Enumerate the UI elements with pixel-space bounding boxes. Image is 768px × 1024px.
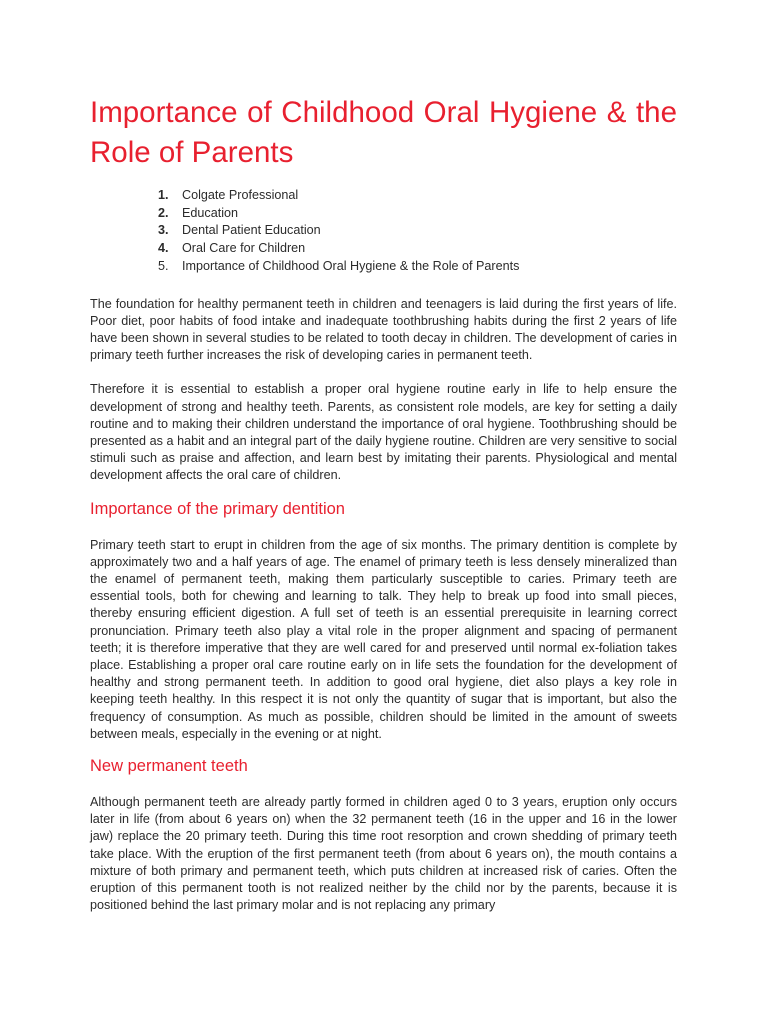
section-heading-permanent-teeth: New permanent teeth (90, 756, 248, 775)
breadcrumb-number: 2. (158, 205, 169, 220)
document-content (90, 93, 677, 914)
intro-paragraph: Therefore it is essential to establish a proper oral hygiene routine early in life to help ensure the development of strong and healthy teeth. Parents, as consistent role models, are key for setting a daily routine and to making their children understand the importance of oral hygiene. Toothbrushing should be presented as a habit and an integral part of the daily hygiene routine. Children are very sensitive to social stimuli such as praise and affection, and learn best by imitating their parents. Physiological and mental development affects the oral care of children. (90, 382, 677, 483)
intro-paragraph: The foundation for healthy permanent teeth in children and teenagers is laid during the first years of life. Poor diet, poor habits of food intake and inadequate toothbrushing habits during the first 2 years of life have been shown in several studies to be related to tooth decay in children. The development of caries in primary teeth further increases the risk of developing caries in permanent teeth. (90, 296, 677, 363)
breadcrumb-item[interactable] (158, 258, 677, 276)
breadcrumb-number: 5. (158, 258, 169, 273)
breadcrumb-number: 3. (158, 223, 169, 238)
breadcrumb-item[interactable] (158, 222, 677, 240)
section-paragraph: Although permanent teeth are already partly formed in children aged 0 to 3 years, eruption only occurs later in life (from about 6 years on) when the 32 permanent teeth (16 in the upper and 16 in the lower jaw) replace the 20 primary teeth. During this time root resorption and crown shedding of primary teeth take place. With the eruption of the first permanent teeth (from about 6 years on), the mouth contains a mixture of both primary and permanent teeth, which puts children at increased risk of caries. Often the eruption of this permanent tooth is not realized neither by the child nor by the parents, because it is positioned behind the last primary molar and is not replacing any primary (90, 794, 677, 913)
breadcrumb-label: Importance of Childhood Oral Hygiene & the Role of Parents (182, 258, 520, 273)
breadcrumb-label: Colgate Professional (182, 188, 299, 202)
breadcrumb-item[interactable] (158, 205, 677, 223)
breadcrumb-number: 1. (158, 188, 169, 202)
breadcrumb-item[interactable] (158, 187, 677, 205)
section-heading-primary-dentition: Importance of the primary dentition (90, 499, 345, 518)
section-paragraph: Primary teeth start to erupt in children from the age of six months. The primary dentition is complete by approximately two and a half years of age. The enamel of primary teeth is less densely mineralized than the enamel of permanent teeth, making them particularly susceptible to caries. Primary teeth are essential tools, both for chewing and learning to talk. They help to break up food into small pieces, thereby ensuring efficient digestion. A full set of teeth is an essential prerequisite in learning correct pronunciation. Primary teeth also play a vital role in the proper alignment and spacing of permanent teeth; it is therefore imperative that they are well cared for and preserved until normal ex-foliation takes place. Establishing a proper oral care routine early on in life sets the foundation for the development of healthy and strong permanent teeth. In addition to good oral hygiene, diet also plays a key role in keeping teeth healthy. In this respect it is not only the quantity of sugar that is important, but also the frequency of consumption. As much as possible, children should be limited in the amount of sweets between meals, especially in the evening or at night. (90, 537, 677, 741)
breadcrumb-number: 4. (158, 241, 169, 256)
breadcrumb-label: Oral Care for Children (182, 241, 306, 256)
page-title: Importance of Childhood Oral Hygiene & the Role of Parents (90, 96, 677, 169)
breadcrumb-label: Education (182, 205, 239, 220)
breadcrumb-item[interactable] (158, 240, 677, 258)
breadcrumb (90, 187, 677, 276)
breadcrumb-label: Dental Patient Education (182, 223, 321, 238)
